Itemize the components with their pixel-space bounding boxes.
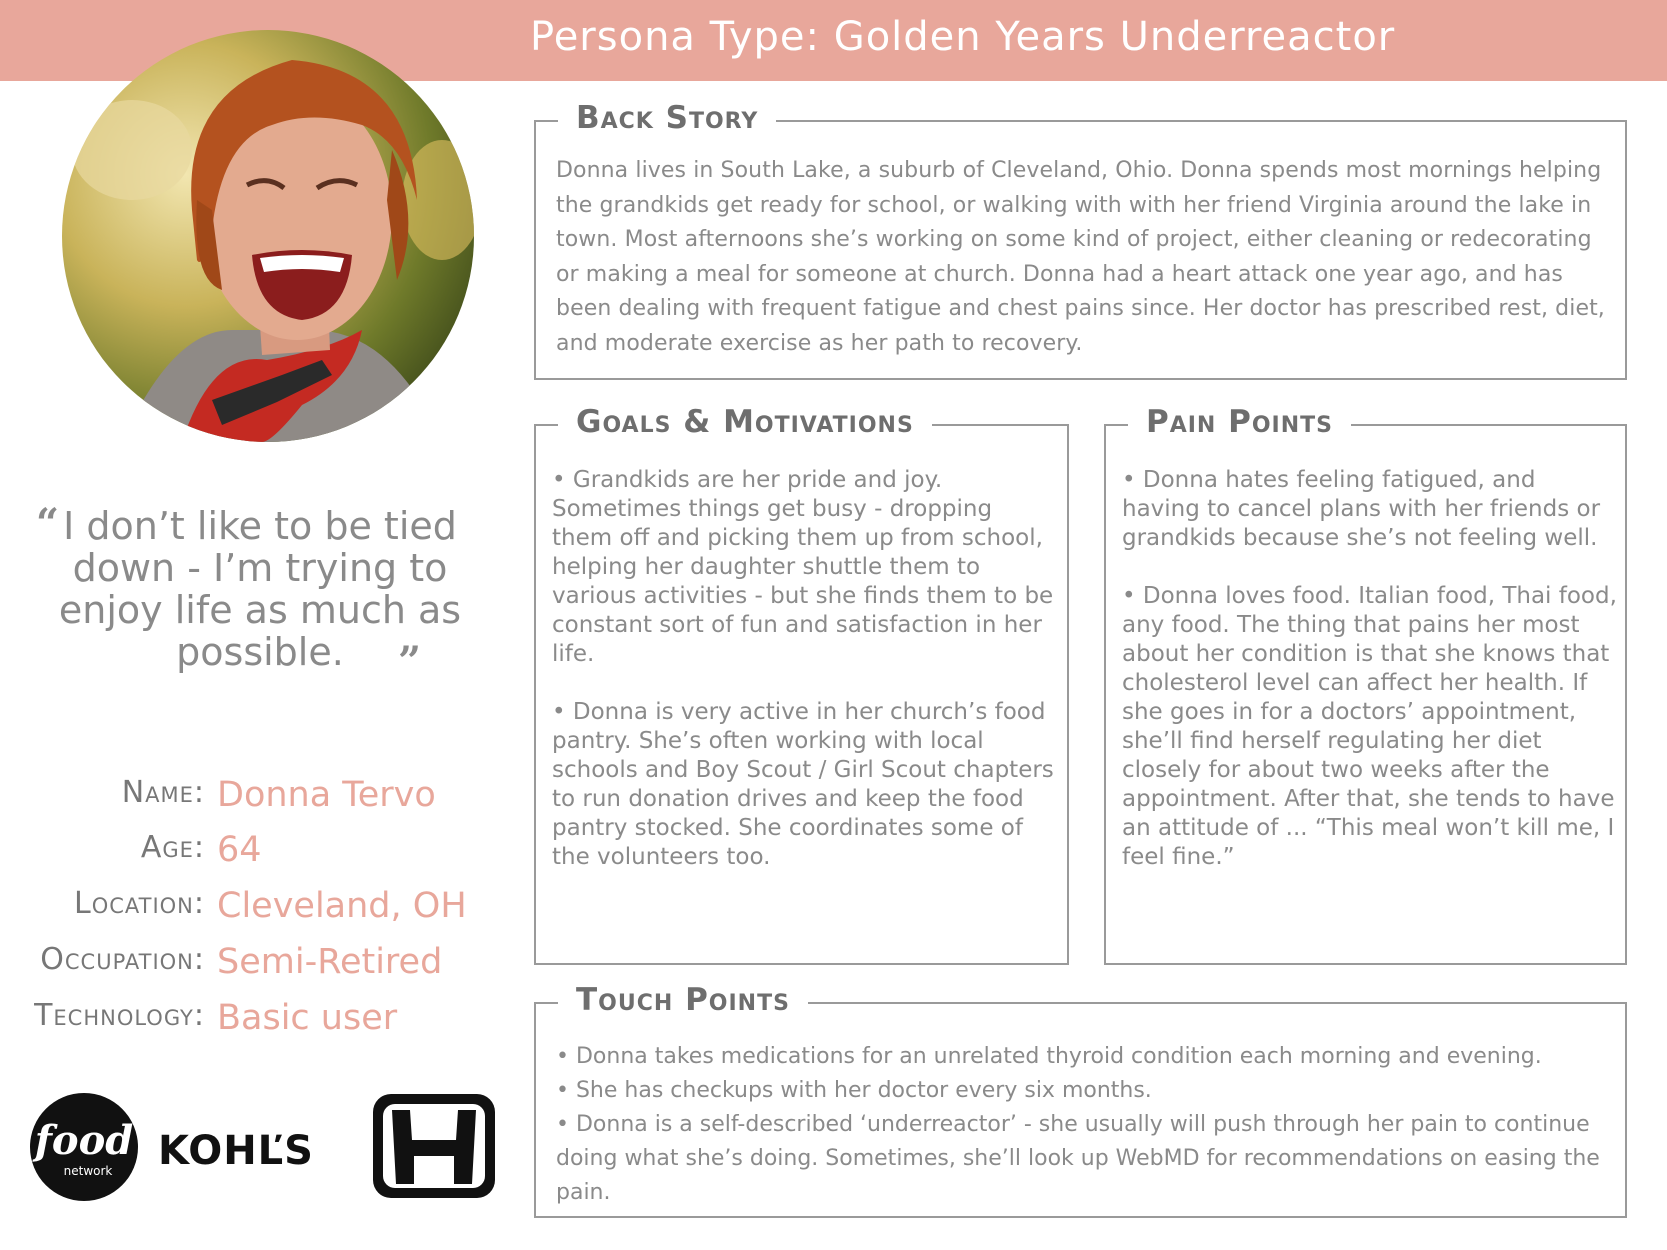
pain-points-item: • Donna hates feeling fatigued, and having to cancel plans with her friends or grandkids because she’s not feeling well. <box>1122 467 1601 551</box>
goals-item: • Donna is very active in her church’s food pantry. She’s often working with local schools and Boy Scout / Girl Scout chapters to run donation drives and keep the food pantry stocked. She coordinates some of the volunteers too. <box>552 699 1054 870</box>
brand-logos <box>30 1092 500 1202</box>
persona-quote: I don’t like to be tied down - I’m trying to enjoy life as much as possible. <box>58 504 462 674</box>
attr-occupation-label: Occupation: <box>40 942 205 977</box>
touch-points-title: Touch Points <box>558 982 808 1018</box>
food-logo-subtext: network <box>63 1164 113 1178</box>
touch-points-item: • She has checkups with her doctor every six months. <box>556 1078 1152 1103</box>
pain-points-title: Pain Points <box>1128 404 1351 440</box>
food-network-logo <box>30 1093 138 1201</box>
pain-points-text <box>1122 466 1617 901</box>
back-story-box <box>534 100 1627 380</box>
goals-text <box>552 466 1057 901</box>
attr-occupation-value: Semi-Retired <box>217 942 443 982</box>
pain-points-item: • Donna loves food. Italian food, Thai food, any food. The thing that pains her most about her condition is that she knows that cholesterol level can affect her health. If she goes in for a doctors’ appointment, she’ll find herself regulating her diet closely for about two weeks after the appointment. After that, she tends to have an attitude of ... “This meal won’t kill me, I feel fine.” <box>1122 583 1617 870</box>
goals-box <box>534 404 1069 965</box>
touch-points-item: • Donna takes medications for an unrelated thyroid condition each morning and evening. <box>556 1044 1542 1069</box>
attr-location-label: Location: <box>73 886 205 921</box>
kohls-logo-text: KOHĽS <box>158 1128 314 1174</box>
food-logo-text: food <box>34 1117 134 1164</box>
persona-type-title: Persona Type: Golden Years Underreactor <box>530 14 1396 60</box>
attr-age-label: Age: <box>140 830 205 865</box>
attr-name-value: Donna Tervo <box>217 775 436 815</box>
touch-points-box <box>534 982 1627 1218</box>
attr-technology-label: Technology: <box>34 998 205 1033</box>
attr-age-value: 64 <box>217 830 262 870</box>
back-story-text: Donna lives in South Lake, a suburb of Cleveland, Ohio. Donna spends most mornings helping the grandkids get ready for school, or walking with with her friend Virginia around the lake in town. Most afternoons she’s working on some kind of project, either cleaning or redecorating or making a meal for someone at church. Donna had a heart attack one year ago, and has been dealing with frequent fatigue and chest pains since. Her doctor has prescribed rest, diet, and moderate exercise as her path to recovery. <box>556 158 1605 356</box>
attr-name-label: Name: <box>121 775 205 810</box>
honda-logo <box>373 1094 495 1198</box>
goals-title: Goals & Motivations <box>558 404 932 440</box>
kohls-logo <box>158 1128 314 1174</box>
pain-points-box <box>1104 404 1627 965</box>
goals-item: • Grandkids are her pride and joy. Sometimes things get busy - dropping them off and picking them up from school, helping her daughter shuttle them to various activities - but she finds them to be constant sort of fun and satisfaction in her life. <box>552 467 1054 667</box>
persona-photo <box>62 30 474 442</box>
back-story-title: Back Story <box>558 100 776 136</box>
touch-points-text <box>556 1040 1616 1210</box>
quote-close-mark: ” <box>398 638 422 685</box>
quote-open-mark: “ <box>36 500 60 547</box>
attr-technology-value: Basic user <box>217 998 398 1038</box>
touch-points-item: • Donna is a self-described ‘underreactor’ - she usually will push through her pain to continue doing what she’s doing. Sometimes, she’ll look up WebMD for recommendations on easing the pain. <box>556 1112 1600 1205</box>
portrait-photo <box>62 30 474 442</box>
attr-location-value: Cleveland, OH <box>217 886 467 926</box>
